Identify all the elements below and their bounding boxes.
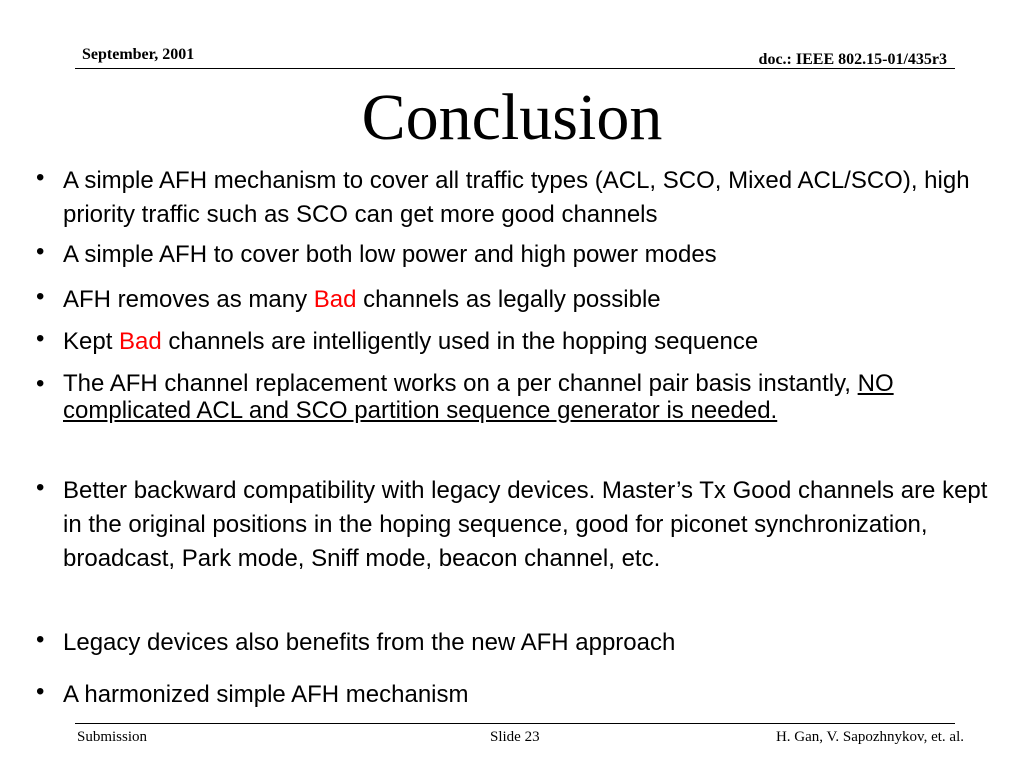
bullet-item xyxy=(36,283,996,317)
bullet-item xyxy=(36,678,996,712)
slide-title: Conclusion xyxy=(361,81,663,154)
header-doc-id: doc.: IEEE 802.15-01/435r3 xyxy=(758,51,947,68)
underlined-emphasis: NO complicated ACL and SCO partition sequence generator is needed. xyxy=(63,370,894,424)
bullet-marker: • xyxy=(36,370,45,397)
header-date: September, 2001 xyxy=(82,46,195,63)
bullet-text xyxy=(63,370,996,424)
bullet-marker: • xyxy=(36,474,45,501)
footer-divider xyxy=(75,723,955,724)
bullet-marker: • xyxy=(36,678,45,705)
bullet-text-part: channels as legally possible xyxy=(356,286,661,313)
bullet-text xyxy=(63,283,996,317)
bullet-marker: • xyxy=(36,238,45,265)
bullet-item xyxy=(36,238,996,272)
bullet-item xyxy=(36,164,996,232)
bullet-text-part: channels are intelligently used in the hopping sequence xyxy=(161,328,759,355)
bad-highlight: Bad xyxy=(313,286,357,313)
bullet-text-part: AFH removes as many xyxy=(63,286,314,313)
bullet-item xyxy=(36,626,996,660)
bullet-text: A harmonized simple AFH mechanism xyxy=(63,681,469,708)
bullet-text-part: The AFH channel replacement works on a per channel pair basis instantly, xyxy=(63,370,858,397)
bullet-marker: • xyxy=(36,164,45,191)
bullet-item xyxy=(36,325,996,359)
bullet-item xyxy=(36,474,996,576)
header-divider xyxy=(75,68,955,69)
bullet-marker: • xyxy=(36,626,45,653)
bullet-marker: • xyxy=(36,325,45,352)
bullet-text: Better backward compatibility with legacy devices. Master’s Tx Good channels are kept in the original positions in the hoping sequence, good for piconet synchronization, broadcast, Park mode, Sniff mode, beacon channel, etc. xyxy=(63,477,988,572)
bullet-text: Legacy devices also benefits from the new AFH approach xyxy=(63,629,676,656)
bullet-text-part: Kept xyxy=(63,328,120,355)
bullet-marker: • xyxy=(36,283,45,310)
footer-slide-number: Slide 23 xyxy=(490,729,540,745)
bullet-text: A simple AFH to cover both low power and high power modes xyxy=(63,241,717,268)
bullet-text xyxy=(63,325,996,359)
bad-highlight: Bad xyxy=(119,328,162,355)
footer-authors: H. Gan, V. Sapozhnykov, et. al. xyxy=(775,729,964,745)
footer-submission: Submission xyxy=(77,729,148,745)
bullet-text: A simple AFH mechanism to cover all traffic types (ACL, SCO, Mixed ACL/SCO), high priority traffic such as SCO can get more good channels xyxy=(63,167,970,228)
bullet-item xyxy=(36,370,996,424)
